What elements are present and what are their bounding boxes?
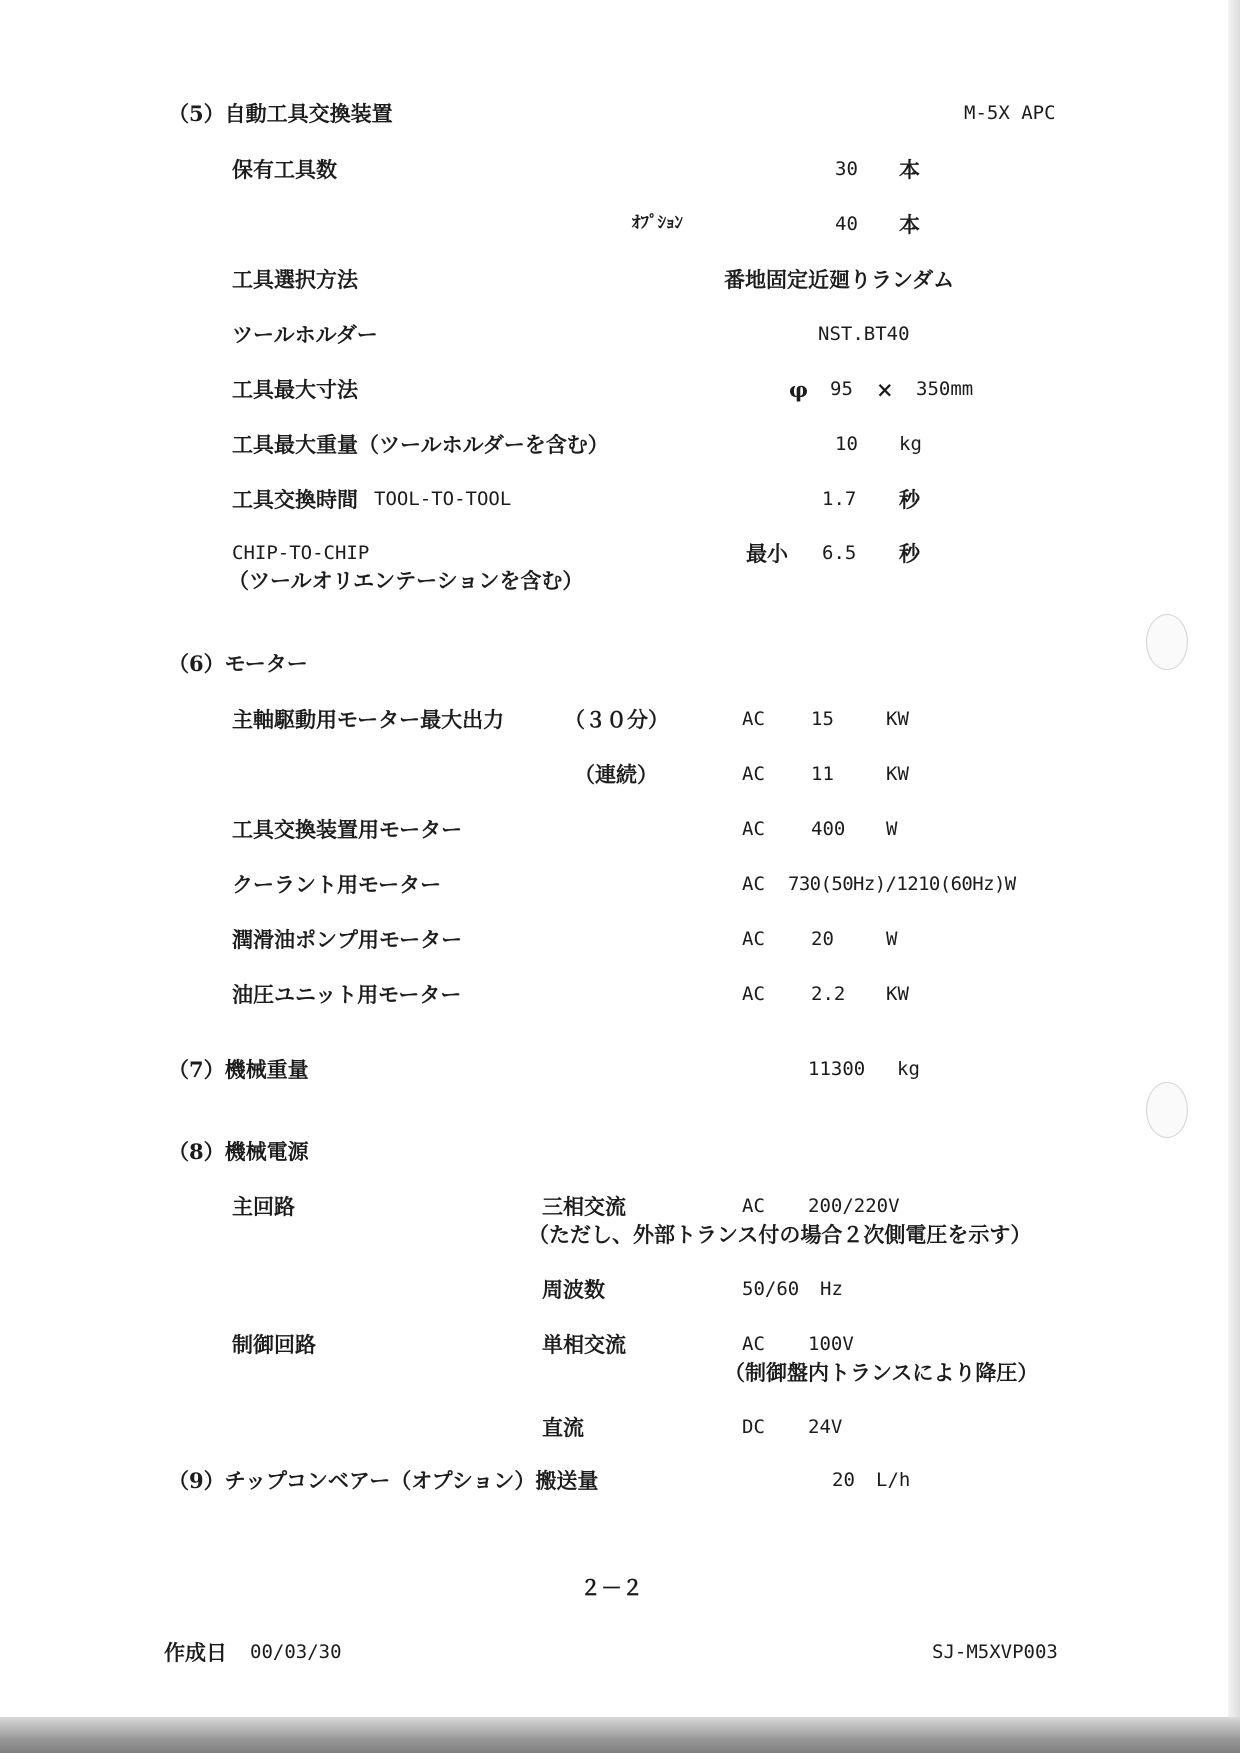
lube-motor-unit: W <box>886 928 898 950</box>
section-8-heading: （8）機械電源 <box>168 1139 309 1164</box>
dc-label: 直流 <box>542 1415 584 1440</box>
page-number: ２－２ <box>580 1575 643 1600</box>
spindle-continuous-ac: AC <box>742 763 765 785</box>
chip-conveyor-unit: L/h <box>876 1469 911 1491</box>
tool-selection-label: 工具選択方法 <box>232 267 358 292</box>
chip-to-chip-note: （ツールオリエンテーションを含む） <box>228 568 584 593</box>
main-circuit-voltage: 200/220V <box>808 1195 900 1217</box>
control-circuit-type: 単相交流 <box>542 1332 626 1357</box>
tool-change-time-unit: 秒 <box>899 487 920 512</box>
spindle-30min-cond: （３０分） <box>564 707 669 732</box>
spindle-continuous-unit: KW <box>886 763 909 785</box>
chip-conveyor-value: 20 <box>832 1469 855 1491</box>
spindle-30min-ac: AC <box>742 708 765 730</box>
dc-voltage: 24V <box>808 1416 843 1438</box>
tool-capacity-label: 保有工具数 <box>232 157 337 182</box>
spindle-30min-value: 15 <box>811 708 834 730</box>
punch-hole-upper <box>1146 614 1188 670</box>
main-circuit-ac: AC <box>742 1195 765 1217</box>
main-circuit-label: 主回路 <box>232 1194 295 1219</box>
section-6-heading: （6）モーター <box>168 651 308 676</box>
tool-holder-value: NST.BT40 <box>818 323 910 345</box>
lube-motor-label: 潤滑油ポンプ用モーター <box>232 927 463 952</box>
coolant-motor-value: 730(50Hz)/1210(60Hz)W <box>788 873 1016 895</box>
tool-max-weight-label: 工具最大重量（ツールホルダーを含む） <box>232 432 609 457</box>
document-id: SJ-M5XVP003 <box>932 1641 1058 1663</box>
hydraulic-motor-value: 2.2 <box>811 983 846 1005</box>
times-symbol: × <box>876 377 894 402</box>
hydraulic-motor-label: 油圧ユニット用モーター <box>232 982 462 1007</box>
frequency-unit: Hz <box>820 1278 843 1300</box>
tool-capacity-option-unit: 本 <box>899 212 920 237</box>
coolant-motor-label: クーラント用モーター <box>232 872 442 897</box>
tool-max-diameter: 95 <box>830 378 853 400</box>
model-name: M-5X APC <box>964 102 1056 124</box>
atc-motor-label: 工具交換装置用モーター <box>232 817 463 842</box>
punch-hole-lower <box>1146 1082 1188 1138</box>
chip-to-chip-label: CHIP-TO-CHIP <box>232 542 370 564</box>
spindle-continuous-cond: （連続） <box>574 762 658 787</box>
tool-capacity-option-value: 40 <box>835 213 858 235</box>
tool-change-time-sub: TOOL-TO-TOOL <box>374 488 512 510</box>
machine-weight-unit: kg <box>897 1058 920 1080</box>
creation-date: 00/03/30 <box>250 1641 342 1663</box>
tool-max-length: 350mm <box>916 378 974 400</box>
tool-selection-value: 番地固定近廻りランダム <box>724 267 955 292</box>
chip-to-chip-value: 6.5 <box>822 542 857 564</box>
main-circuit-type: 三相交流 <box>542 1194 626 1219</box>
main-circuit-note: （ただし、外部トランス付の場合２次側電圧を示す） <box>528 1222 1032 1247</box>
control-circuit-ac: AC <box>742 1333 765 1355</box>
tool-capacity-option-label: ｵﾌﾟｼｮﾝ <box>632 213 683 233</box>
frequency-label: 周波数 <box>542 1277 605 1302</box>
tool-holder-label: ツールホルダー <box>232 322 378 347</box>
chip-to-chip-unit: 秒 <box>899 541 920 566</box>
creation-date-label: 作成日 <box>164 1640 227 1665</box>
tool-change-time-label: 工具交換時間 <box>232 487 358 512</box>
atc-motor-unit: W <box>886 818 898 840</box>
scan-edge-bottom <box>0 1717 1240 1753</box>
tool-max-weight-unit: kg <box>899 433 922 455</box>
tool-max-weight-value: 10 <box>835 433 858 455</box>
hydraulic-motor-ac: AC <box>742 983 765 1005</box>
coolant-motor-ac: AC <box>742 873 765 895</box>
spindle-continuous-value: 11 <box>811 763 834 785</box>
tool-max-size-label: 工具最大寸法 <box>232 377 358 402</box>
tool-change-time-value: 1.7 <box>822 488 857 510</box>
spindle-motor-label: 主軸駆動用モーター最大出力 <box>232 707 505 732</box>
section-9-heading: （9）チップコンベアー（オプション）搬送量 <box>168 1468 599 1493</box>
hydraulic-motor-unit: KW <box>886 983 909 1005</box>
lube-motor-value: 20 <box>811 928 834 950</box>
atc-motor-ac: AC <box>742 818 765 840</box>
control-circuit-label: 制御回路 <box>232 1332 316 1357</box>
lube-motor-ac: AC <box>742 928 765 950</box>
control-circuit-voltage: 100V <box>808 1333 854 1355</box>
frequency-value: 50/60 <box>742 1278 800 1300</box>
atc-motor-value: 400 <box>811 818 846 840</box>
section-7-heading: （7）機械重量 <box>168 1057 309 1082</box>
control-circuit-note: （制御盤内トランスにより降圧） <box>724 1360 1039 1385</box>
tool-capacity-unit: 本 <box>899 157 920 182</box>
chip-to-chip-prefix: 最小 <box>746 541 788 566</box>
section-5-heading: （5）自動工具交換装置 <box>168 101 393 126</box>
machine-weight-value: 11300 <box>808 1058 866 1080</box>
dc-type: DC <box>742 1416 765 1438</box>
scan-edge-right <box>1228 0 1240 1753</box>
diameter-symbol: φ <box>789 377 809 402</box>
spindle-30min-unit: KW <box>886 708 909 730</box>
tool-capacity-value: 30 <box>835 158 858 180</box>
